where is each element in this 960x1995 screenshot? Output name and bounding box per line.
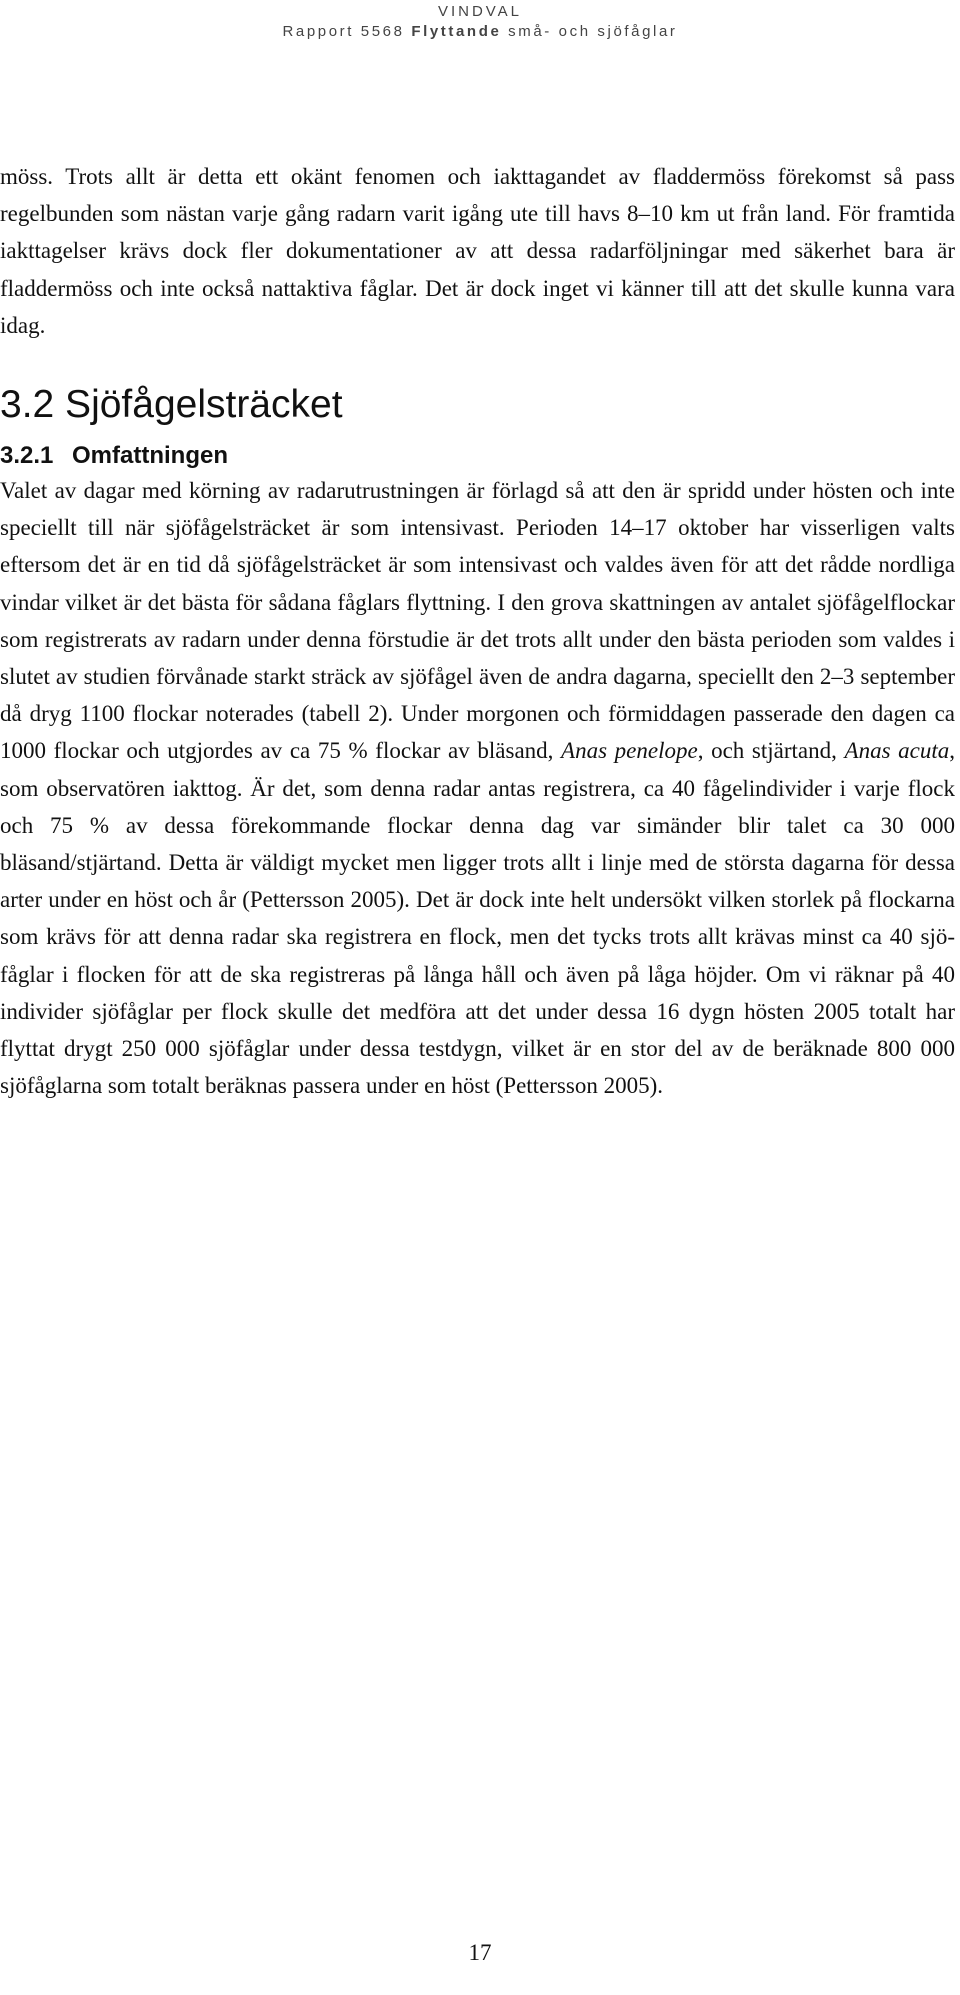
header-report-prefix: Rapport 5568 xyxy=(282,23,412,40)
running-header xyxy=(0,0,960,42)
species-name-wigeon: Anas penelope xyxy=(561,738,698,764)
main-paragraph-part1: Valet av dagar med körning av radarutrustningen är förlagd så att den är spridd under hösten och inte speciellt till när sjöfågelsträcket är som intensivast. Perioden 14–17 oktober har visserligen valts eftersom det är en tid då sjöfågelsträcket är som intensivast och valdes även för att det rådde nordliga vindar vilket är det bästa för sådana fåglars flyttning. I den grova skattningen av antalet sjöfågelflockar som registrerats av radarn under denna förstudie är det trots allt under den bästa perioden som valdes i slutet av studien förvånade starkt sträck av sjöfågel även de andra dagarna, speciellt den 2–3 september då dryg 1100 flockar noterades (tabell 2). Under morgonen och förmiddagen passerade den dagen ca 1000 flockar och utgjordes av ca 75 % flockar av bläsand, xyxy=(0,478,955,764)
subsection-number: 3.2.1 xyxy=(0,442,54,470)
header-report-title-rest: små- och sjöfåglar xyxy=(501,23,678,40)
main-paragraph-part3: , som observatören iakttog. Är det, som denna radar antas registrera, ca 40 fågelindivider i varje flock och 75 % av dessa förekommande flockar denna dag var simänder blir talet ca 30 000 bläsand/stjärtand. Detta är väldigt mycket men ligger trots allt i linje med de största dagarna för dessa arter under en höst och år (Pettersson 2005). Det är dock inte helt undersökt vilken storlek på flockarna som krävs för att denna radar ska registrera en flock, men det tycks trots allt krävas minst ca 40 sjöfåglar i flocken för att de ska registreras på långa håll och även på låga höjder. Om vi räknar på 40 individer sjöfåglar per flock skulle det medföra att det under dessa 16 dygn hösten 2005 totalt har flyttat drygt 250 000 sjöfåglar under dessa testdygn, vilket är en stor del av de beräknade 800 000 sjöfåglarna som totalt beräknas passera under en höst (Pettersson 2005). xyxy=(0,738,955,1099)
page-content xyxy=(0,158,955,1104)
header-report-title-bold: Flyttande xyxy=(411,23,502,40)
header-series: VINDVAL xyxy=(437,3,523,20)
subsection-title: Omfattningen xyxy=(72,442,228,470)
main-paragraph-part2: , och stjärtand, xyxy=(697,738,845,764)
page-number: 17 xyxy=(468,1940,492,1965)
species-name-pintail: Anas acuta xyxy=(844,738,950,764)
section-heading: 3.2 Sjöfågelsträcket xyxy=(0,383,343,427)
main-paragraph xyxy=(0,472,955,1104)
intro-paragraph: möss. Trots allt är detta ett okänt fenomen och iakttagandet av fladdermöss förekomst så pass regelbunden som nästan varje gång radarn varit igång ute till havs 8–10 km ut från land. För framtida iakttagelser krävs dock fler dokumentationer av att dessa radarföljningar med säkerhet bara är fladdermöss och inte också nattaktiva fåglar. Det är dock inget vi känner till att det skulle kunna vara idag. xyxy=(0,164,955,338)
subsection-heading xyxy=(0,440,955,472)
header-report-title xyxy=(0,22,960,42)
